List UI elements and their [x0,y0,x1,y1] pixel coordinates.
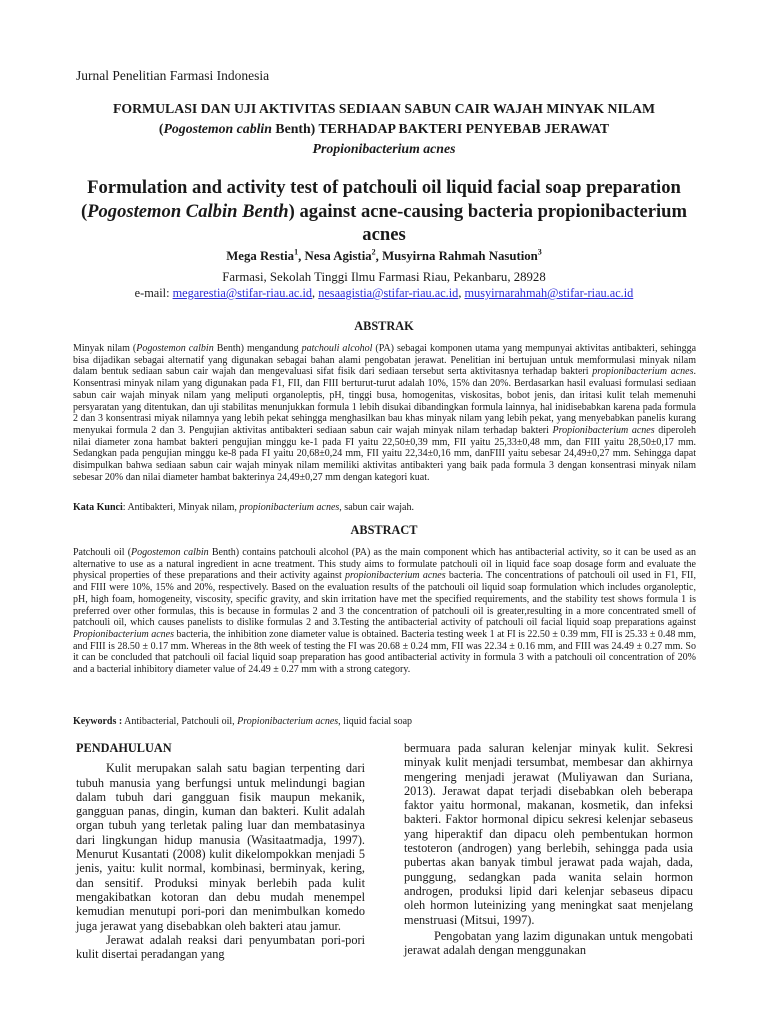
english-title-species: Pogostemon Calbin Benth [87,200,289,222]
abstract-body: Patchouli oil (Pogostemon calbin Benth) contains patchouli alcohol (PA) as the main component which has antibacterial activity, so it can be used as an alternative to use as a natural ingredient in acne treatment. This study aims to formulate patchouli oil in liquid face soap dosage form and evaluate the physical properties of these preparations and their activity against propionibacterium acnes bacteria. The concentrations of patchouli oil used in F1, FII, and FIII were 10%, 15% and 20%, respectively. Based on the evaluation results of the patchouli oil liquid soap formulation which includes organoleptic, pH, high foam, homogeneity, viscosity, specific gravity, and skin irritation have met the specified requirements, and the stability test shows formula 1 is preferred over other formulas, this is because in formulas 2 and 3 the concentration of patchouli oil is greater,resulting in a more concentrated smell of patchouli oil, which causes panelists to dislike formulas 2 and 3.Testing the antibacterial activity of patchouli oil facial liquid soap preparations against Propionibacterium acnes bacteria, the inhibition zone diameter value is obtained. Bacteria testing week 1 at FI is 22.50 ± 0.39 mm, FII is 25.33 ± 0.48 mm, and FIII is 28.50 ± 0.17 mm. Whereas in the 8th week of testing the FI was 20.68 ± 0.24 mm, FII was 22.34 ± 0.16 mm, and FIII was 24.49 ± 0.27 mm. So it can be concluded that patchouli oil facial liquid soap preparation has good antibacterial activity in formula 3 with a patchouli oil concentration of 20% and a bacterial inhibitory diameter value of 24.49 ± 0.27 mm with a strong category. [73,547,696,676]
email-link[interactable]: megarestia@stifar-riau.ac.id [172,286,313,300]
left-column [76,741,365,961]
indonesian-title-line3: Propionibacterium acnes [312,141,456,156]
email-link[interactable]: nesaagistia@stifar-riau.ac.id [318,286,459,300]
keywords: Keywords : Antibacterial, Patchouli oil, Propionibacterium acnes, liquid facial soap [73,716,413,727]
email-label: e-mail: [134,286,170,300]
body-paragraph: Jerawat adalah reaksi dari penyumbatan pori-pori kulit disertai peradangan yang [76,932,365,962]
body-paragraph: Pengobatan yang lazim digunakan untuk mengobati jerawat adalah dengan menggunakan [404,928,693,958]
kata-kunci: Kata Kunci: Antibakteri, Minyak nilam, propionibacterium acnes, sabun cair wajah. [73,502,414,513]
indonesian-title-species: Pogostemon cablin [163,121,272,136]
abstract-heading: ABSTRACT [350,523,418,537]
body-paragraph: Kulit merupakan salah satu bagian terpenting dari tubuh manusia yang berfungsi untuk melindungi bagian dalam tubuh dari gangguan fisik maupun mekanik, gangguan panas, dingin, kuman dan bakteri. Kulit adalah organ tubuh yang terletak paling luar dan membatasinya dari lingkungan hidup manusia (Wasitaatmadja, 1997). Menurut Kusantati (2008) kulit dikelompokkan menjadi 5 jenis, yaitu: kulit normal, kombinasi, berminyak, kering, dan sensitif. Produksi minyak berlebih pada kulit mengakibatkan kotoran dan debu mudah menempel kemudian menutupi pori-pori dan menimbulkan komedo juga jerawat yang disebabkan oleh bakteri atau jamur. [76,761,365,933]
author: Musyirna Rahmah Nasution$^3$ [382,248,542,264]
body-paragraph: bermuara pada saluran kelenjar minyak kulit. Sekresi minyak kulit menjadi tersumbat, membesar dan akhirnya mengering menjadi jerawat (Muliyawan dan Suriana, 2013). Jerawat dapat terjadi disebabkan oleh beberapa faktor yaitu hormonal, makanan, kosmetik, dan infeksi bakteri. Faktor hormonal dipicu sekresi kelenjar sebaseus yang hiperaktif dan dipacu oleh pembentukan hormon testoteron (androgen) yang berlebih, sehingga pada usia pubertas akan banyak timbul jerawat pada wajah, dada, punggung, sedangkan pada wanita selain hormon androgen, produksi lipid dari kelenjar sebaseus dipacu oleh hormon luteinizing yang meningkat saat menjelang menstruasi (Mitsui, 1997). [404,741,693,927]
journal-name: Jurnal Penelitian Farmasi Indonesia [76,68,270,83]
indonesian-title-line1: FORMULASI DAN UJI AKTIVITAS SEDIAAN SABUN CAIR WAJAH MINYAK NILAM [112,101,656,116]
indonesian-title [60,99,708,159]
kata-kunci-label: Kata Kunci [73,502,123,513]
right-column [404,741,693,957]
keywords-label: Keywords : [73,716,123,727]
author: Nesa Agistia$^2$ [304,248,376,264]
indonesian-title-line2: (Pogostemon cablin Benth) TERHADAP BAKTERI PENYEBAB JERAWAT [158,121,610,136]
pendahuluan-heading: PENDAHULUAN [76,741,172,755]
author: Mega Restia$^1$ [226,248,299,264]
abstrak-body: Minyak nilam (Pogostemon calbin Benth) mengandung patchouli alcohol (PA) sebagai komponen utama yang mempunyai aktivitas antibakteri, sehingga bisa dijadikan sebagai alternatif yang digunakan sebagai bahan alami pengobatan jerawat. Penelitian ini bertujuan untuk memformulasi minyak nilam dalam bentuk sediaan sabun cair wajah dan mengevaluasi sifat fisik dari sediaan tersebut serta aktivitasnya terhadap bakteri propionibacterium acnes. Konsentrasi minyak nilam yang digunakan pada F1, FII, dan FIII berturut-turut adalah 10%, 15% dan 20%. Berdasarkan hasil evaluasi formulasi sediaan sabun cair wajah minyak nilam yang meliputi organoleptis, pH, tinggi busa, homogenitas, viskositas, bobot jenis, dan iritasi kulit telah memenuhi persyaratan yang ditentukan, dan uji stabilitas menunjukkan formula 1 lebih disukai dibandingkan formula lainnya, hal inidisebabkan karena pada formula 2 dan 3 konsentrasi miyak nilamnya yang lebih pekat sehingga menghasilkan bau khas minyak nilam yang lebih pekat, yang menyebabkan panelis kurang menyukai formula 2 dan 3. Pengujian aktivitas antibakteri sediaan sabun cair wajah minyak nilam terhadap bakteri Propionibacterium acnes diperoleh nilai diameter zona hambat bakteri pengujian minggu ke-1 pada FI yaitu 22,50±0,39 mm, FII yaitu 25,33±0,48 mm, dan FIII yaitu 28,50±0,17 mm. Sedangkan pada pengujian minggu ke-8 pada FI yaitu 20,68±0,24 mm, FII yaitu 22,34±0,16 mm, danFIII yaitu sebesar 24,49±0,27 mm. Sehingga dapat disimpulkan bahwa sediaan sabun cair wajah minyak nilam memiliki aktivitas antibakteri yang baik pada formula 3 dengan konsentrasi minyak nilam sebesar 20% dan nilai diameter hambat bakterinya 24,49±0,27 mm dengan kategori kuat. [73,343,697,483]
english-title: Formulation and activity test of patchouli oil liquid facial soap preparation (Pogostemon Calbin Benth) against acne-causing bacteria propionibacterium acnes [80,177,688,245]
email-link[interactable]: musyirnarahmah@stifar-riau.ac.id [464,286,634,300]
email-line: e-mail: megarestia@stifar-riau.ac.id, nesaagistia@stifar-riau.ac.id, musyirnarahmah@stifar-riau.ac.id [134,286,634,300]
affiliation: Farmasi, Sekolah Tinggi Ilmu Farmasi Riau, Pekanbaru, 28928 [222,270,546,284]
abstrak-heading: ABSTRAK [354,319,414,333]
author-list: Mega Restia$^1$, Nesa Agistia$^2$, Musyirna Rahmah Nasution$^3$ [226,248,542,264]
